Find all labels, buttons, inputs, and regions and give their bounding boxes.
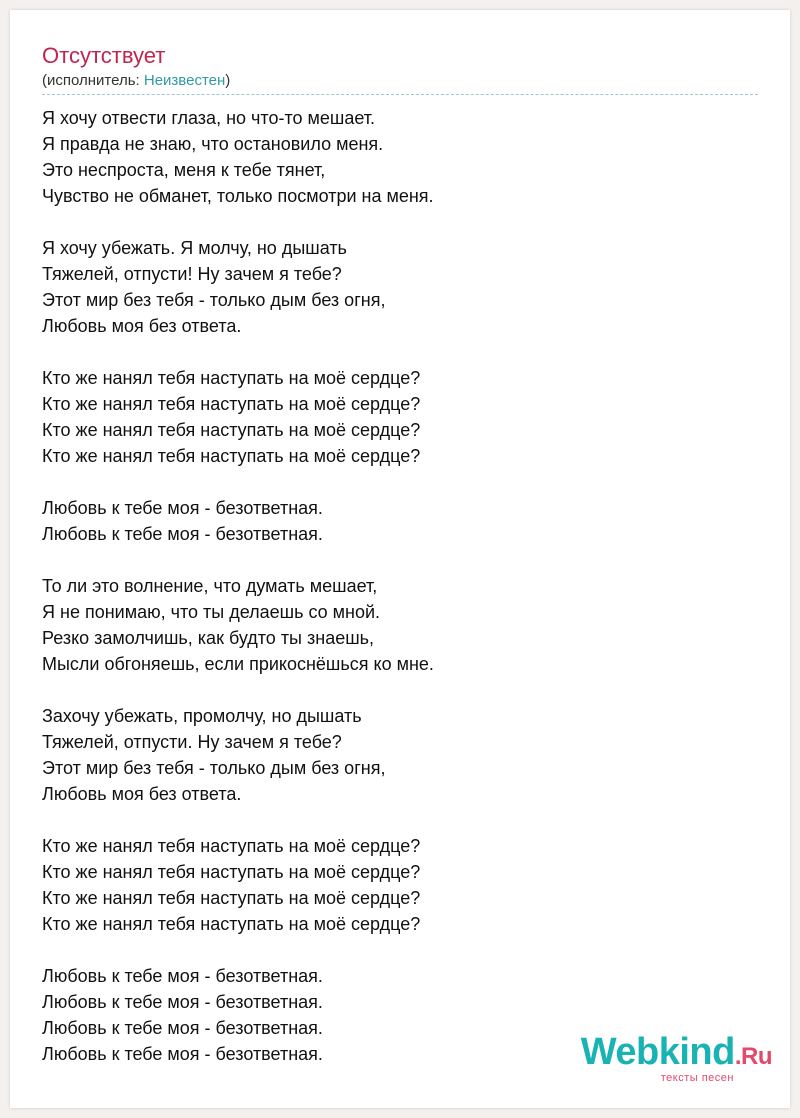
song-header: [42, 42, 758, 95]
stanza: [42, 105, 758, 209]
lyric-line: Мысли обгоняешь, если прикоснёшься ко мне.: [42, 654, 434, 674]
logo-text: Webkind: [580, 1031, 735, 1073]
logo-tagline: тексты песен: [660, 1072, 734, 1084]
stanza: [42, 833, 758, 937]
lyric-line: Резко замолчишь, как будто ты знаешь,: [42, 628, 375, 648]
lyric-line: Кто же нанял тебя наступать на моё сердце?: [42, 862, 421, 882]
lyric-line: Кто же нанял тебя наступать на моё сердце?: [42, 888, 421, 908]
lyric-line: Кто же нанял тебя наступать на моё сердце?: [42, 836, 421, 856]
lyric-line: Я хочу убежать. Я молчу, но дышать: [42, 238, 347, 258]
lyric-line: Тяжелей, отпусти! Ну зачем я тебе?: [42, 264, 342, 284]
lyric-line: Чувство не обманет, только посмотри на меня.: [42, 186, 434, 206]
lyric-line: Кто же нанял тебя наступать на моё сердце?: [42, 368, 421, 388]
artist-link[interactable]: Неизвестен: [143, 72, 226, 89]
lyrics-body: [42, 105, 758, 1093]
lyric-line: Захочу убежать, промолчу, но дышать: [42, 706, 362, 726]
lyric-line: Кто же нанял тебя наступать на моё сердце?: [42, 420, 421, 440]
lyric-line: Кто же нанял тебя наступать на моё сердце?: [42, 446, 421, 466]
lyric-line: Я не понимаю, что ты делаешь со мной.: [42, 602, 381, 622]
lyrics-page: [10, 10, 790, 1108]
lyric-line: Любовь к тебе моя - безответная.: [42, 966, 323, 986]
lyric-line: Любовь к тебе моя - безответная.: [42, 524, 323, 544]
stanza: [42, 703, 758, 807]
lyric-line: Любовь к тебе моя - безответная.: [42, 992, 323, 1012]
stanza: [42, 365, 758, 469]
lyric-line: Тяжелей, отпусти. Ну зачем я тебе?: [42, 732, 342, 752]
lyric-line: Любовь моя без ответа.: [42, 316, 242, 336]
lyric-line: Любовь к тебе моя - безответная.: [42, 1018, 323, 1038]
song-title: Отсутствует: [42, 43, 166, 68]
artist-suffix: ): [225, 72, 231, 89]
logo-tld: .Ru: [734, 1043, 772, 1070]
lyric-line: Любовь к тебе моя - безответная.: [42, 498, 323, 518]
lyric-line: Любовь моя без ответа.: [42, 784, 242, 804]
stanza: [42, 573, 758, 677]
lyric-line: Кто же нанял тебя наступать на моё сердце?: [42, 914, 421, 934]
artist-prefix: (исполнитель:: [42, 72, 144, 89]
site-logo: [581, 1033, 772, 1084]
lyric-line: Любовь к тебе моя - безответная.: [42, 1044, 323, 1064]
lyric-line: Я правда не знаю, что остановило меня.: [42, 134, 384, 154]
stanza: [42, 235, 758, 339]
lyric-line: Этот мир без тебя - только дым без огня,: [42, 290, 386, 310]
lyric-line: Я хочу отвести глаза, но что-то мешает.: [42, 108, 375, 128]
lyric-line: Этот мир без тебя - только дым без огня,: [42, 758, 386, 778]
header-divider: [42, 94, 758, 95]
stanza: [42, 495, 758, 547]
lyric-line: Это неспроста, меня к тебе тянет,: [42, 160, 326, 180]
artist-line: [42, 70, 758, 92]
lyric-line: То ли это волнение, что думать мешает,: [42, 576, 378, 596]
lyric-line: Кто же нанял тебя наступать на моё сердце?: [42, 394, 421, 414]
